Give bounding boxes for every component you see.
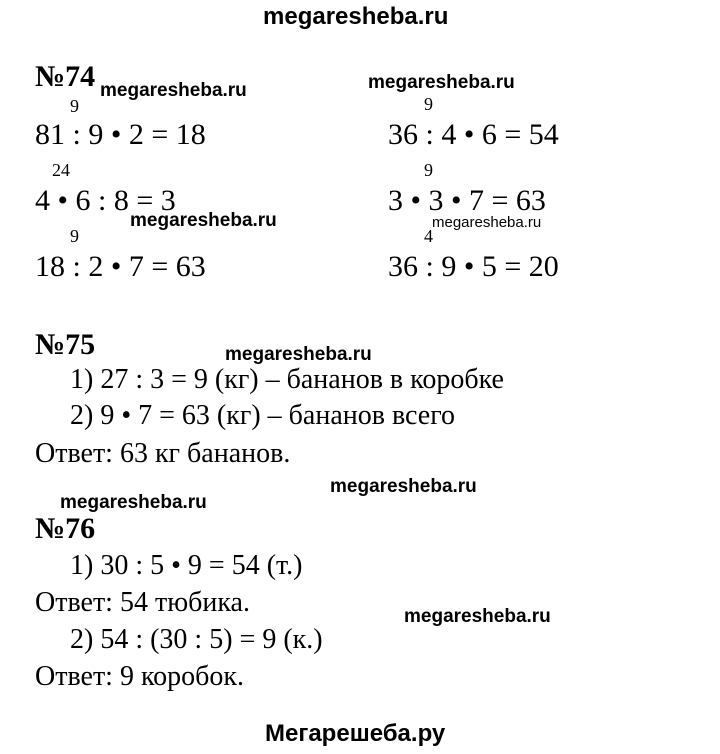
task-75-heading: №75 xyxy=(35,328,96,361)
watermark: megaresheba.ru xyxy=(225,344,372,365)
expression-superscript: 9 xyxy=(424,160,433,180)
watermark: megaresheba.ru xyxy=(60,492,207,513)
expression: 18 : 2 • 7 = 63 xyxy=(35,250,206,283)
watermark: megaresheba.ru xyxy=(100,80,247,101)
expression: 36 : 4 • 6 = 54 xyxy=(388,118,559,151)
expression: 36 : 9 • 5 = 20 xyxy=(388,250,559,283)
solution-step: 1) 27 : 3 = 9 (кг) – бананов в коробке xyxy=(70,364,504,395)
expression-superscript: 9 xyxy=(424,94,433,114)
answer-line: Ответ: 63 кг бананов. xyxy=(35,438,291,469)
footer-site-name: Мегарешеба.ру xyxy=(265,720,446,747)
watermark: megaresheba.ru xyxy=(404,606,551,627)
solution-step: 1) 30 : 5 • 9 = 54 (т.) xyxy=(70,550,303,581)
watermark: megaresheba.ru xyxy=(368,72,515,93)
solution-step: 2) 54 : (30 : 5) = 9 (к.) xyxy=(70,624,323,655)
expression-superscript: 9 xyxy=(70,226,79,246)
answer-line: Ответ: 54 тюбика. xyxy=(35,587,250,618)
expression-superscript: 9 xyxy=(70,96,79,116)
watermark: megaresheba.ru xyxy=(330,476,477,497)
task-74-heading: №74 xyxy=(35,60,96,93)
header-site-name: megaresheba.ru xyxy=(263,3,449,30)
solution-step: 2) 9 • 7 = 63 (кг) – бананов всего xyxy=(70,400,455,431)
expression: 4 • 6 : 8 = 3 xyxy=(35,184,176,217)
watermark: megaresheba.ru xyxy=(130,210,277,231)
task-76-heading: №76 xyxy=(35,512,96,545)
expression: 3 • 3 • 7 = 63 xyxy=(388,184,546,217)
expression: 81 : 9 • 2 = 18 xyxy=(35,118,206,151)
watermark: megaresheba.ru xyxy=(432,214,542,231)
answer-line: Ответ: 9 коробок. xyxy=(35,661,244,692)
expression-superscript: 24 xyxy=(52,160,70,180)
expression-superscript: 4 xyxy=(424,226,433,246)
